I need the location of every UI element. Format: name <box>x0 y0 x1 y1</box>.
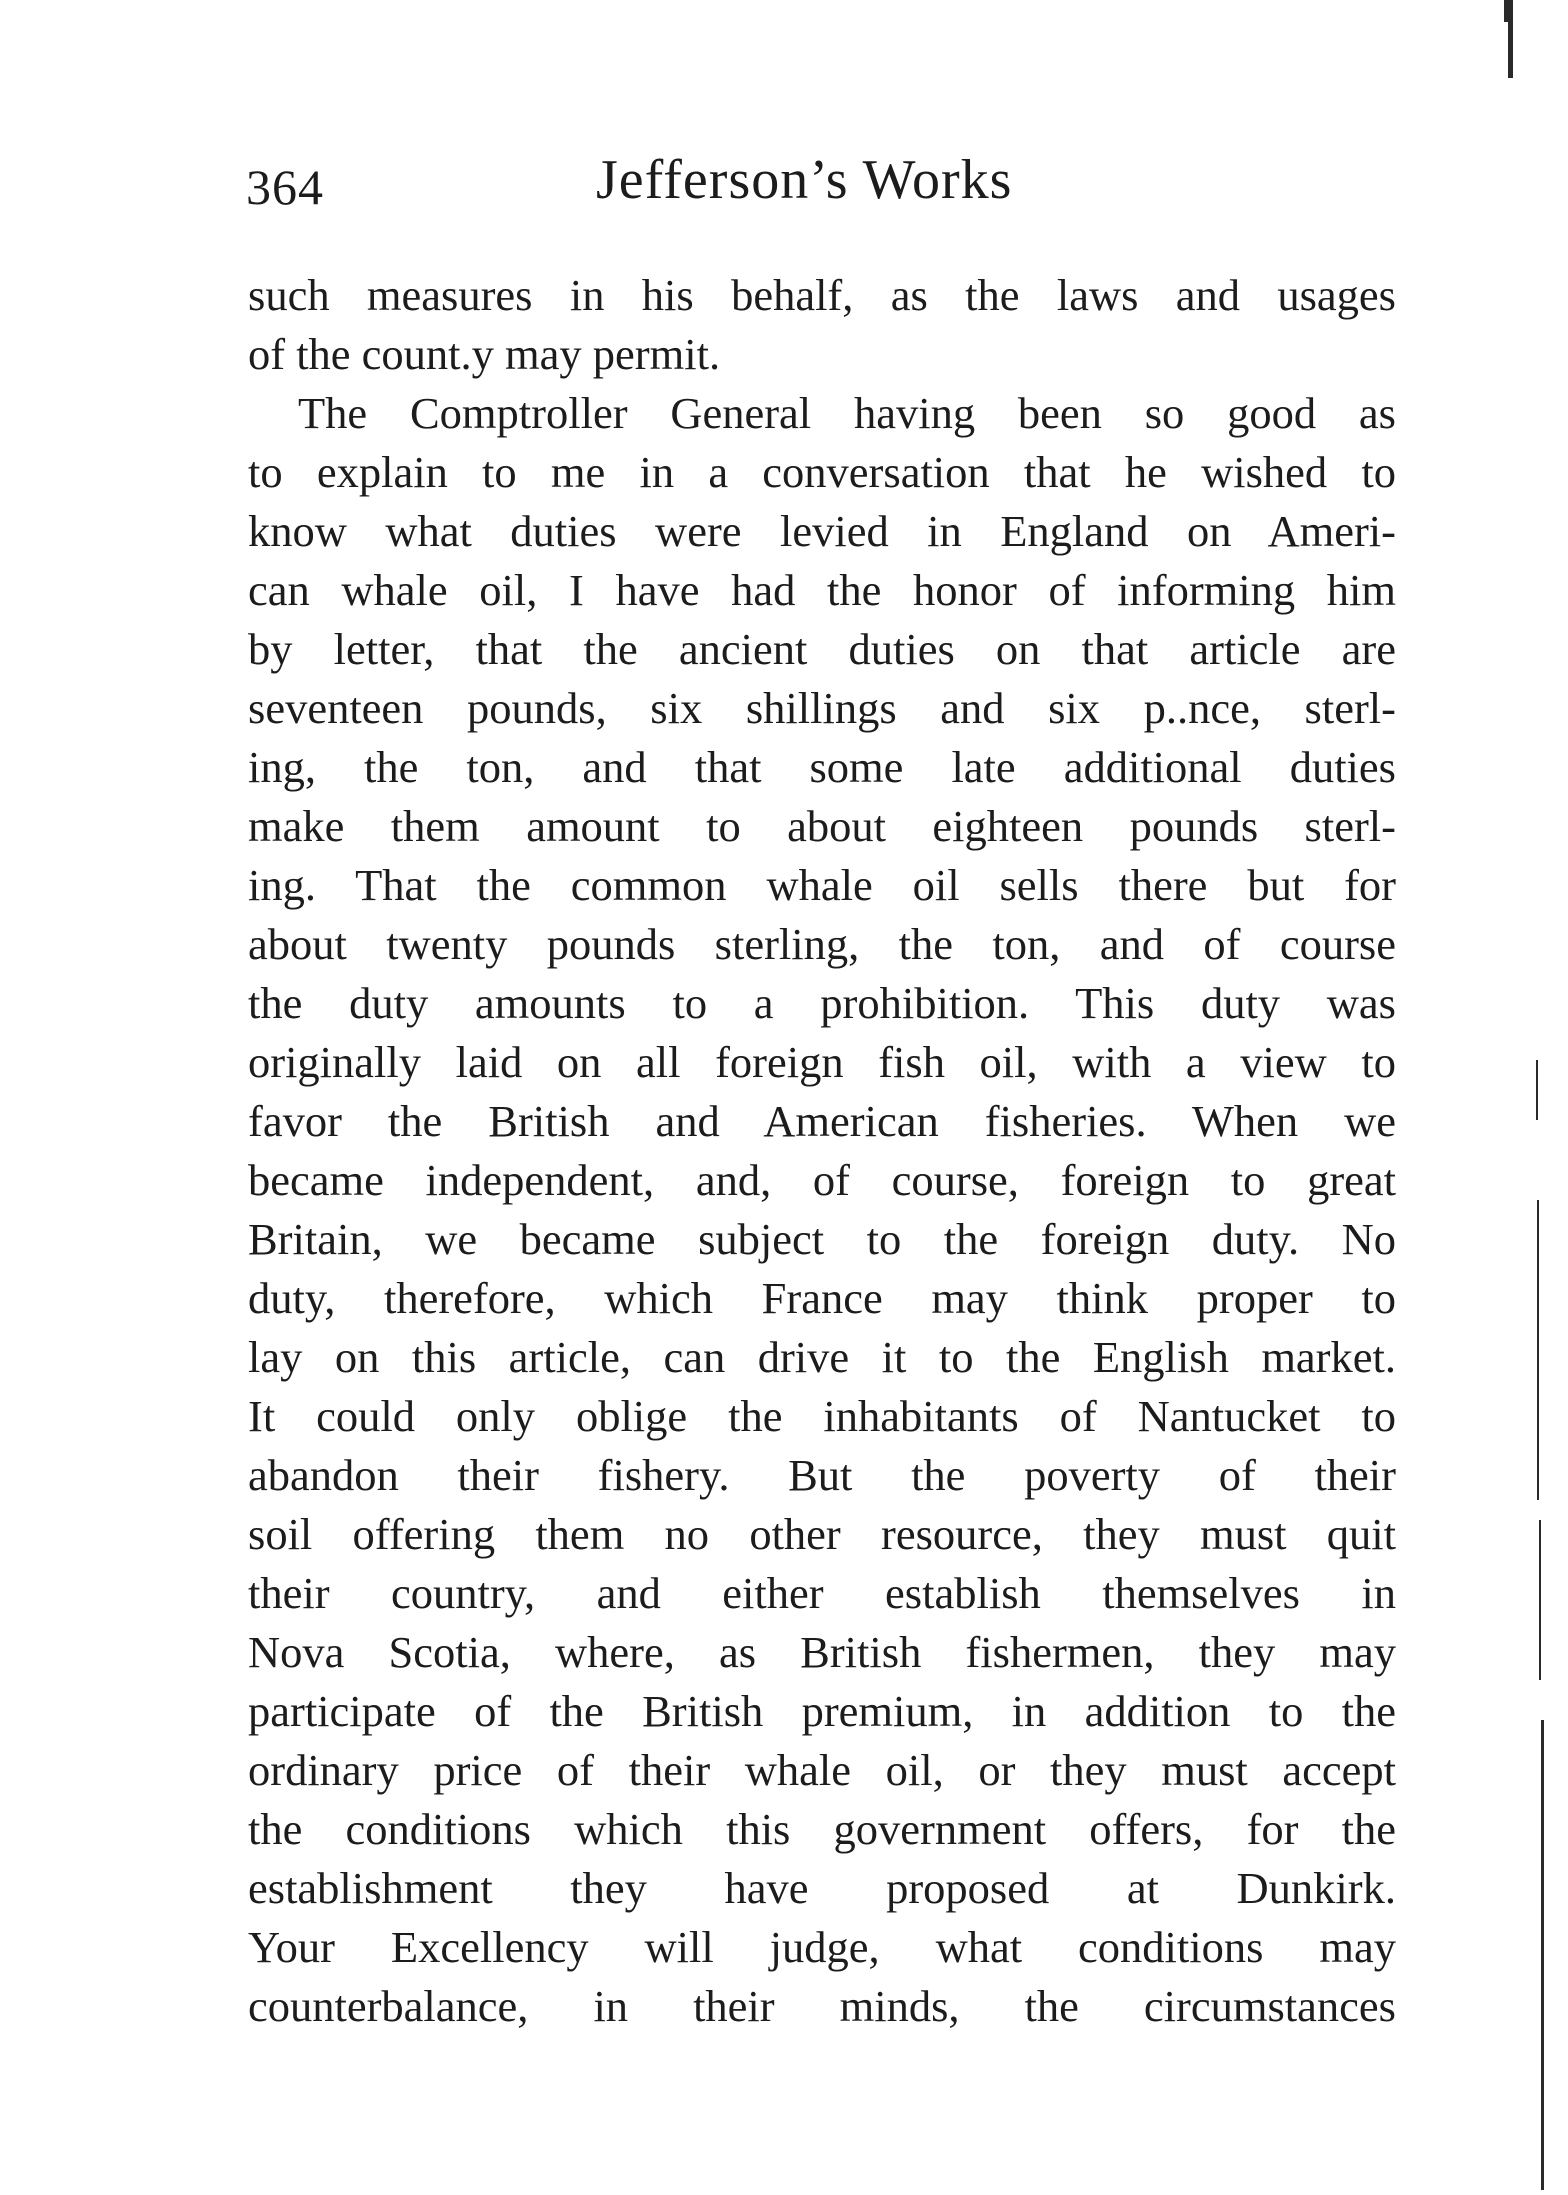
text-line: abandon their fishery. But the poverty of their <box>248 1450 1396 1500</box>
text-line: know what duties were levied in England on Ameri- <box>248 506 1396 556</box>
text-line: such measures in his behalf, as the laws and usages <box>248 270 1396 320</box>
body-text <box>248 266 1396 2036</box>
text-line: their country, and either establish themselves in <box>248 1568 1396 1618</box>
text-line: Nova Scotia, where, as British fishermen, they may <box>248 1627 1396 1677</box>
text-line: became independent, and, of course, foreign to great <box>248 1155 1396 1205</box>
text-line: ing, the ton, and that some late additional duties <box>248 742 1396 792</box>
text-line: make them amount to about eighteen pounds sterl- <box>248 801 1396 851</box>
scan-edge-shadow <box>1537 1200 1539 1500</box>
text-line: duty, therefore, which France may think proper to <box>248 1273 1396 1323</box>
text-line: about twenty pounds sterling, the ton, and of course <box>248 919 1396 969</box>
scan-edge-shadow <box>1541 1720 1544 2190</box>
page-number: 364 <box>246 159 324 215</box>
text-line: the conditions which this government offers, for the <box>248 1804 1396 1854</box>
text-line: ing. That the common whale oil sells there but for <box>248 860 1396 910</box>
text-line: by letter, that the ancient duties on that article are <box>248 624 1396 674</box>
text-line: seventeen pounds, six shillings and six p..nce, sterl- <box>248 683 1396 733</box>
text-line: Britain, we became subject to the foreign duty. No <box>248 1214 1396 1264</box>
running-head <box>246 148 1396 228</box>
scan-binding-mark <box>1508 0 1513 78</box>
text-line: the duty amounts to a prohibition. This duty was <box>248 978 1396 1028</box>
text-line: of the count.y may permit. <box>248 329 721 379</box>
text-line: can whale oil, I have had the honor of informing him <box>248 565 1396 615</box>
text-line: participate of the British premium, in addition to the <box>248 1686 1396 1736</box>
text-line: counterbalance, in their minds, the circumstances <box>248 1981 1396 2031</box>
text-line: soil offering them no other resource, they must quit <box>248 1509 1396 1559</box>
text-line: It could only oblige the inhabitants of Nantucket to <box>248 1391 1396 1441</box>
text-line: to explain to me in a conversation that he wished to <box>248 447 1396 497</box>
text-line: The Comptroller General having been so good as <box>298 388 1396 438</box>
text-line: establishment they have proposed at Dunkirk. <box>248 1863 1396 1913</box>
text-line: lay on this article, can drive it to the English market. <box>248 1332 1396 1382</box>
running-title: Jefferson’s Works <box>596 149 1013 211</box>
text-line: ordinary price of their whale oil, or they must accept <box>248 1745 1396 1795</box>
text-line: Your Excellency will judge, what conditions may <box>248 1922 1396 1972</box>
text-line: favor the British and American fisheries. When we <box>248 1096 1396 1146</box>
scan-edge-shadow <box>1539 1520 1541 1680</box>
scan-edge-shadow <box>1536 1060 1538 1120</box>
text-line: originally laid on all foreign fish oil, with a view to <box>248 1037 1396 1087</box>
